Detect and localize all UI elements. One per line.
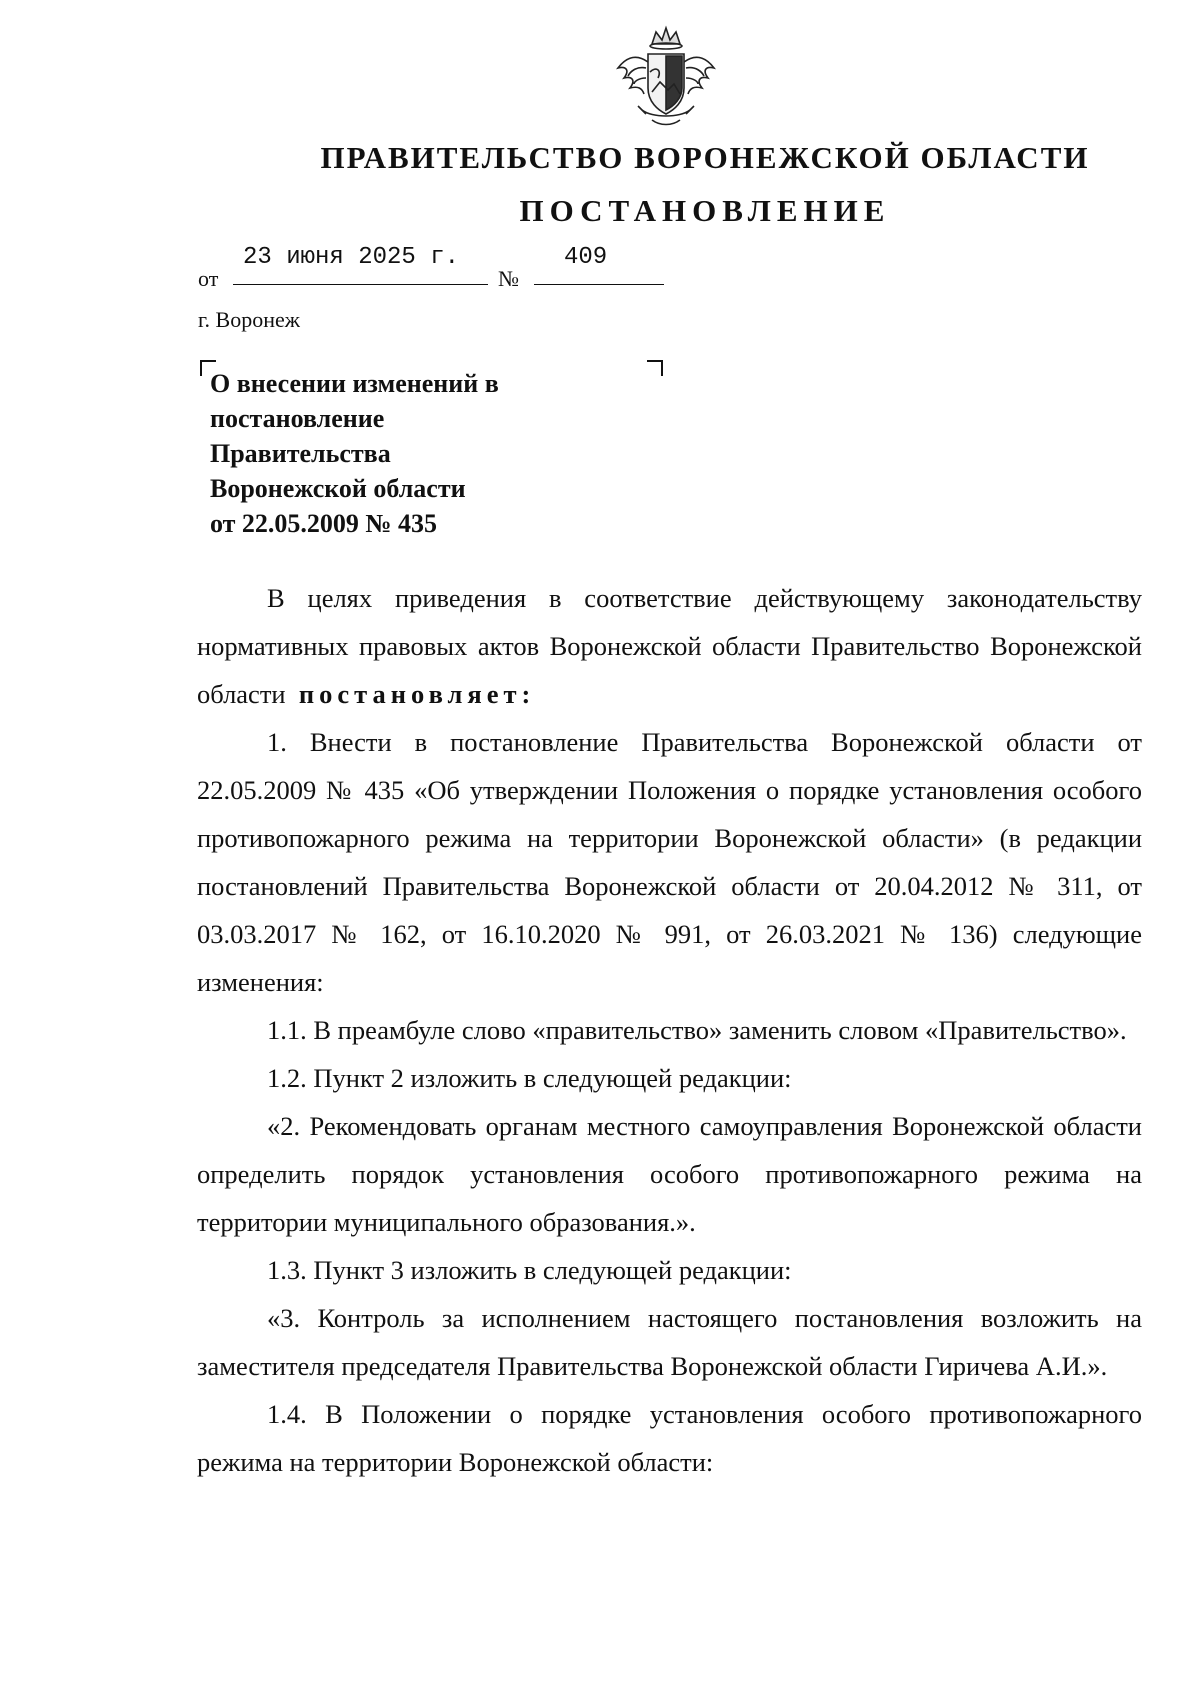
document-number: 409 (564, 244, 608, 271)
decree-word: постановляет: (298, 679, 536, 709)
body-paragraph: «3. Контроль за исполнением настоящего постановления возложить на заместителя председателя Правительства Воронежской области Гиричева А.И.». (197, 1303, 1142, 1381)
document-body (197, 574, 1142, 1486)
preamble-text: В целях приведения в соответствие действующему законодательству нормативных правовых актов Воронежской области Правительство Воронежской области (197, 583, 1142, 709)
body-paragraph: 1.3. Пункт 3 изложить в следующей редакции: (267, 1255, 792, 1285)
document-subject (210, 366, 630, 541)
number-label: № (498, 266, 519, 291)
body-paragraph: «2. Рекомендовать органам местного самоуправления Воронежской области определить порядок установления особого противопожарного режима на территории муниципального образования.». (197, 1111, 1142, 1237)
document-date: 23 июня 2025 г. (243, 244, 460, 271)
subject-line: Воронежской области (210, 474, 466, 503)
subject-corner-mark-right (647, 360, 663, 376)
body-paragraph: 1. Внести в постановление Правительства Воронежской области от 22.05.2009 № 435 «Об утверждении Положения о порядке установления особого противопожарного режима на территории Воронежской области» (в редакции постановлений Правительства Воронежской области от 20.04.2012 № 311, от 03.03.2017 № 162, от 16.10.2020 № 991, от 26.03.2021 № 136) следующие изменения: (197, 727, 1142, 997)
date-number-line (198, 244, 698, 294)
subject-line: от 22.05.2009 № 435 (210, 509, 438, 538)
body-paragraph: 1.2. Пункт 2 изложить в следующей редакции: (267, 1063, 792, 1093)
organization-title: ПРАВИТЕЛЬСТВО ВОРОНЕЖСКОЙ ОБЛАСТИ (320, 140, 1090, 175)
subject-line: Правительства (210, 439, 391, 468)
city-name: г. Воронеж (198, 307, 300, 332)
number-field (534, 244, 664, 285)
preamble-paragraph (197, 574, 1142, 718)
body-paragraph: 1.4. В Положении о порядке установления особого противопожарного режима на территории Воронежской области: (197, 1399, 1142, 1477)
voronezh-coat-of-arms-icon (612, 22, 720, 130)
body-paragraph: 1.1. В преамбуле слово «правительство» заменить словом «Правительство». (267, 1015, 1127, 1045)
document-type-title: ПОСТАНОВЛЕНИЕ (519, 193, 891, 228)
subject-line: постановление (210, 404, 385, 433)
subject-line: О внесении изменений в (210, 369, 499, 398)
from-label: от (198, 266, 219, 291)
date-field (233, 244, 488, 285)
